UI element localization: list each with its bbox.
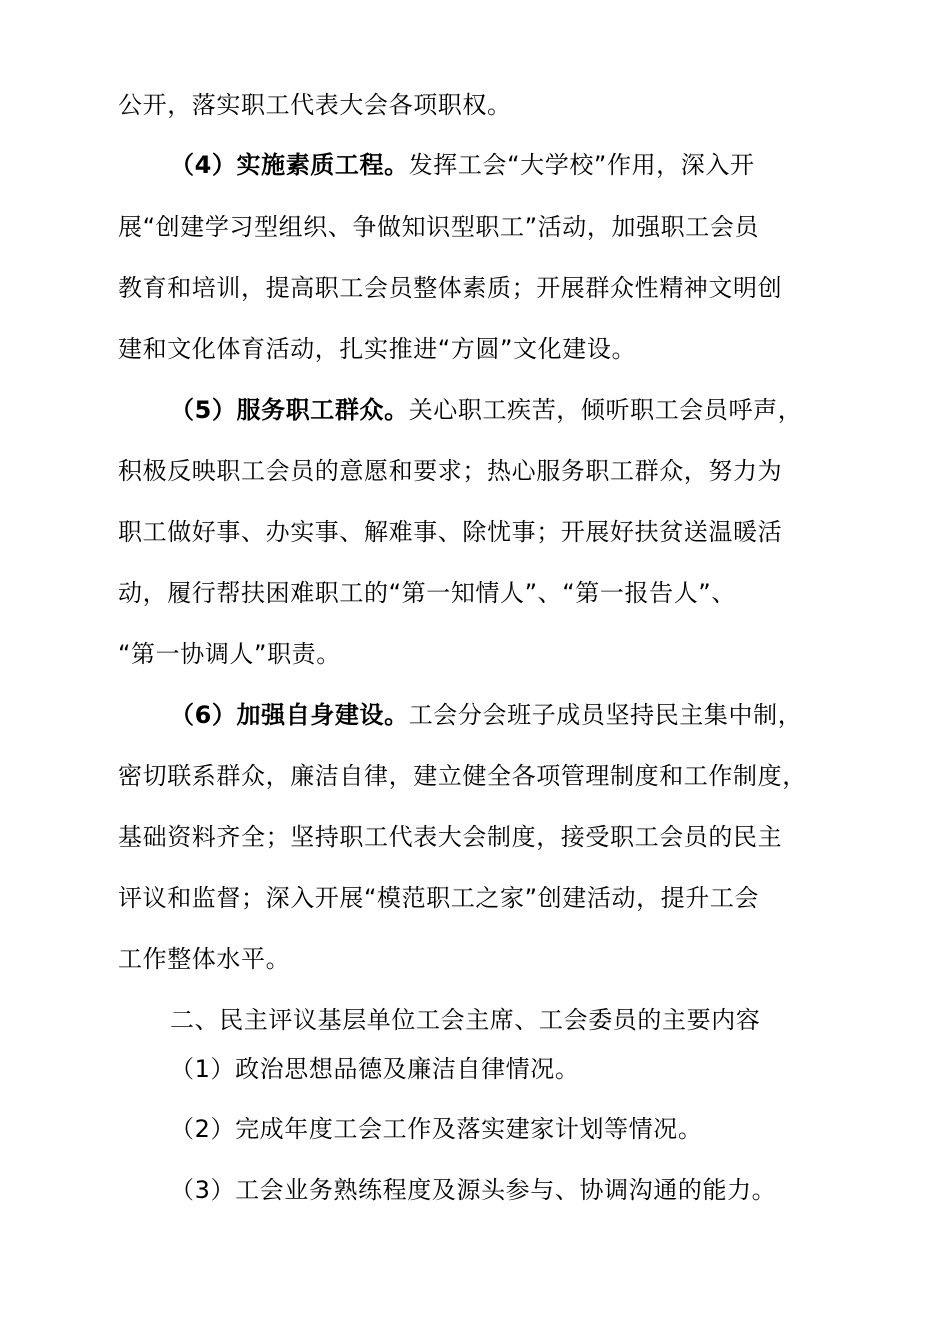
- paragraph-5: [170, 395, 802, 425]
- text-run: 发挥工会“大学校”作用，深入开: [408, 151, 755, 179]
- paragraph-6: [170, 700, 802, 730]
- text-line: 积极反映职工会员的意愿和要求；热心服务职工群众，努力为: [118, 457, 783, 485]
- text-run: 关心职工疾苦，倾听职工会员呼声，: [408, 396, 803, 424]
- text-line: 工作整体水平。: [118, 945, 291, 973]
- heading-6: （6）加强自身建设。: [170, 701, 409, 729]
- list-item: （1）政治思想品德及廉洁自律情况。: [170, 1055, 580, 1083]
- text-line: 建和文化体育活动，扎实推进“方圆”文化建设。: [118, 335, 637, 363]
- text-line: 展“创建学习型组织、争做知识型职工”活动，加强职工会员: [118, 213, 760, 241]
- text-line: 公开，落实职工代表大会各项职权。: [118, 91, 512, 119]
- text-line: 教育和培训，提高职工会员整体素质；开展群众性精神文明创: [118, 274, 783, 302]
- list-item: （2）完成年度工会工作及落实建家计划等情况。: [170, 1115, 703, 1143]
- text-line: “第一协调人”职责。: [118, 640, 341, 668]
- text-run: 工会分会班子成员坚持民主集中制，: [408, 701, 803, 729]
- paragraph-4: [170, 150, 755, 180]
- text-line: 职工做好事、办实事、解难事、除忧事；开展好扶贫送温暖活: [118, 518, 783, 546]
- text-line: 密切联系群众，廉洁自律，建立健全各项管理制度和工作制度，: [118, 762, 807, 790]
- list-item: （3）工会业务熟练程度及源头参与、协调沟通的能力。: [170, 1176, 777, 1204]
- section-heading: 二、民主评议基层单位工会主席、工会委员的主要内容: [170, 1006, 761, 1034]
- heading-5: （5）服务职工群众。: [170, 396, 409, 424]
- text-line: 动，履行帮扶困难职工的“第一知情人”、“第一报告人”、: [118, 579, 736, 607]
- heading-4: （4）实施素质工程。: [170, 151, 409, 179]
- text-line: 评议和监督；深入开展“模范职工之家”创建活动，提升工会: [118, 884, 760, 912]
- text-line: 基础资料齐全；坚持职工代表大会制度，接受职工会员的民主: [118, 823, 783, 851]
